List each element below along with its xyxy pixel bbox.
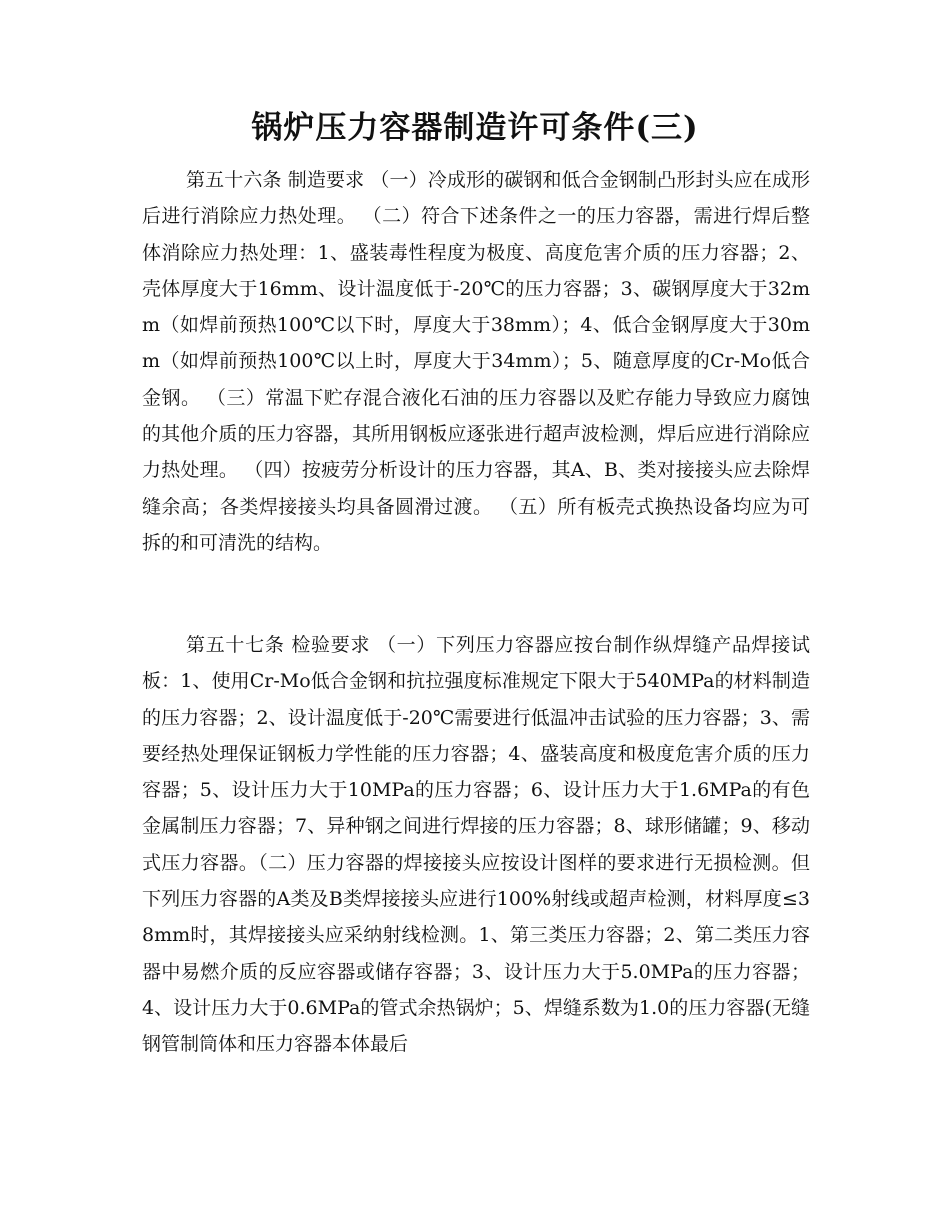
paragraph-article-57: 第五十七条 检验要求 （一）下列压力容器应按台制作纵焊缝产品焊接试板：1、使用Cr-Mo低合金钢和抗拉强度标准规定下限大于540MPa的材料制造的压力容器；2、设计温度低于-20℃需要进行低温冲击试验的压力容器；3、需要经热处理保证钢板力学性能的压力容器；4、盛装高度和极度危害介质的压力容器；5、设计压力大于10MPa的压力容器；6、设计压力大于1.6MPa的有色金属制压力容器；7、异种钢之间进行焊接的压力容器；8、球形储罐；9、移动式压力容器。（二）压力容器的焊接接头应按设计图样的要求进行无损检测。但下列压力容器的A类及B类焊接接头应进行100%射线或超声检测，材料厚度≤38mm时，其焊接接头应采纳射线检测。1、第三类压力容器；2、第二类压力容器中易燃介质的反应容器或储存容器；3、设计压力大于5.0MPa的压力容器；4、设计压力大于0.6MPa的管式余热锅炉；5、焊缝系数为1.0的压力容器(无缝钢管制筒体和压力容器本体最后 bbox=[142, 634, 810, 1056]
document-title: 锅炉压力容器制造许可条件(三) bbox=[251, 110, 699, 146]
paragraph-article-56: 第五十六条 制造要求 （一）冷成形的碳钢和低合金钢制凸形封头应在成形后进行消除应力热处理。 （二）符合下述条件之一的压力容器，需进行焊后整体消除应力热处理：1、盛装毒性程度为极度、高度危害介质的压力容器；2、壳体厚度大于16mm、设计温度低于-20℃的压力容器；3、碳钢厚度大于32mm（如焊前预热100℃以下时，厚度大于38mm）；4、低合金钢厚度大于30mm（如焊前预热100℃以上时，厚度大于34mm）；5、随意厚度的Cr-Mo低合金钢。 （三）常温下贮存混合液化石油的压力容器以及贮存能力导致应力腐蚀的其他介质的压力容器，其所用钢板应逐张进行超声波检测，焊后应进行消除应力热处理。 （四）按疲劳分析设计的压力容器，其A、B、类对接接头应去除焊缝余高；各类焊接接头均具备圆滑过渡。 （五）所有板壳式换热设备均应为可拆的和可清洗的结构。 bbox=[142, 169, 810, 554]
